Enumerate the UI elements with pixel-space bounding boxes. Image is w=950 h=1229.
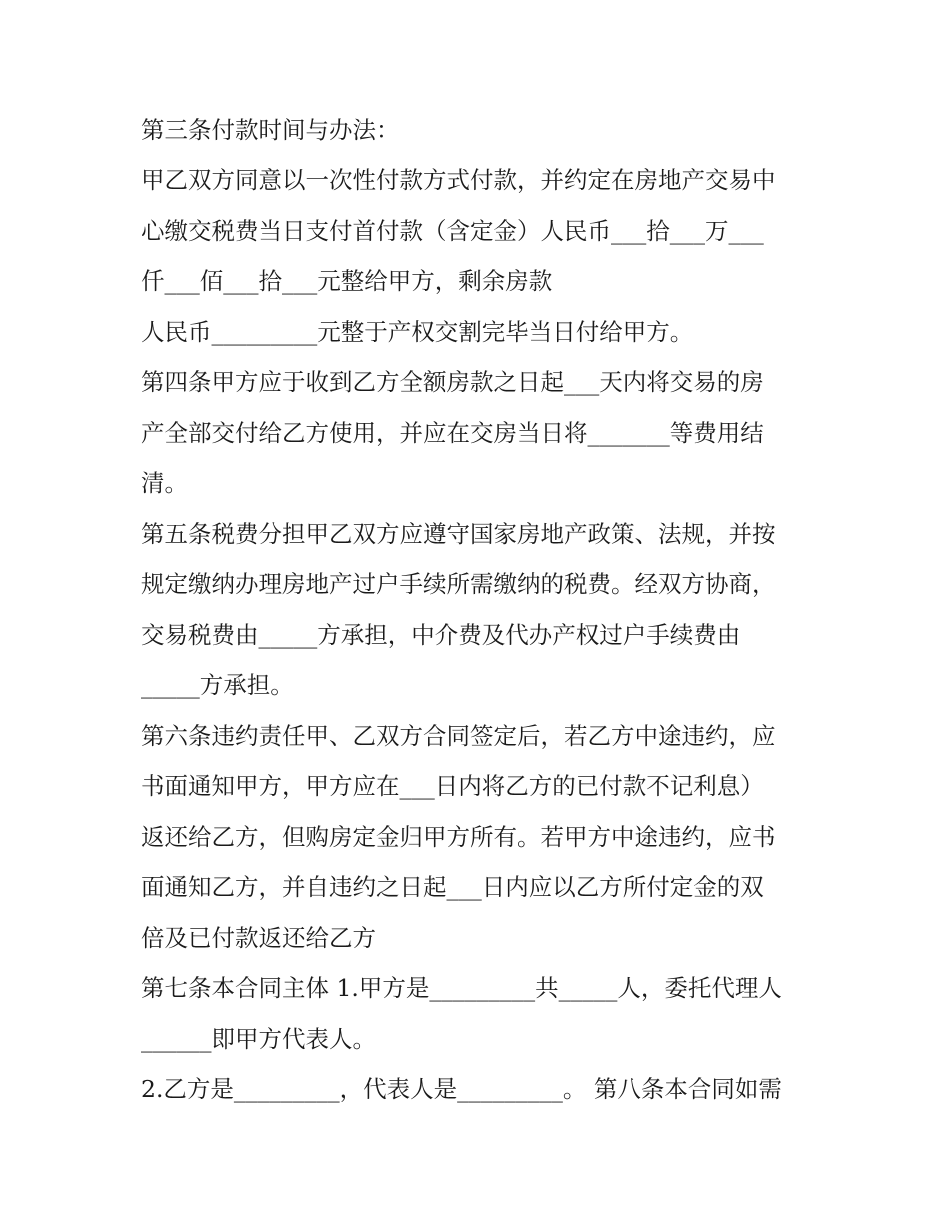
text-line: 甲乙双方同意以一次性付款方式付款，并约定在房地产交易中 — [141, 166, 776, 194]
text-line-article-4: 第四条甲方应于收到乙方全额房款之日起___天内将交易的房 — [141, 368, 764, 396]
text-line: 面通知乙方，并自违约之日起___日内应以乙方所付定金的双 — [141, 873, 764, 901]
text-line: 人民币_________元整于产权交割完毕当日付给甲方。 — [141, 318, 694, 346]
text-line: 返还给乙方，但购房定金归甲方所有。若甲方中途违约，应书 — [141, 823, 776, 851]
text-line-article-6: 第六条违约责任甲、乙双方合同签定后，若乙方中途违约，应 — [141, 722, 776, 750]
text-line: 规定缴纳办理房地产过户手续所需缴纳的税费。经双方协商， — [141, 570, 776, 598]
text-line: 产全部交付给乙方使用，并应在交房当日将_______等费用结 — [141, 419, 764, 447]
text-line-article-7: 第七条本合同主体 1.甲方是_________共_____人，委托代理人 — [141, 974, 782, 1002]
text-line: 心缴交税费当日支付首付款（含定金）人民币___拾___万___ — [141, 217, 764, 245]
text-line: 2.乙方是_________，代表人是_________。 第八条本合同如需 — [141, 1075, 782, 1103]
text-line: 书面通知甲方，甲方应在___日内将乙方的已付款不记利息） — [141, 772, 764, 800]
text-line: 清。 — [141, 469, 188, 497]
heading-article-3: 第三条付款时间与办法： — [141, 116, 400, 144]
text-line: ______即甲方代表人。 — [141, 1025, 376, 1053]
text-line-article-5: 第五条税费分担甲乙双方应遵守国家房地产政策、法规，并按 — [141, 520, 776, 548]
text-line: 仟___佰___拾___元整给甲方，剩余房款 — [141, 267, 553, 295]
text-line: _____方承担。 — [141, 671, 294, 699]
text-line: 交易税费由_____方承担，中介费及代办产权过户手续费由 — [141, 621, 741, 649]
text-line: 倍及已付款返还给乙方 — [141, 924, 376, 952]
